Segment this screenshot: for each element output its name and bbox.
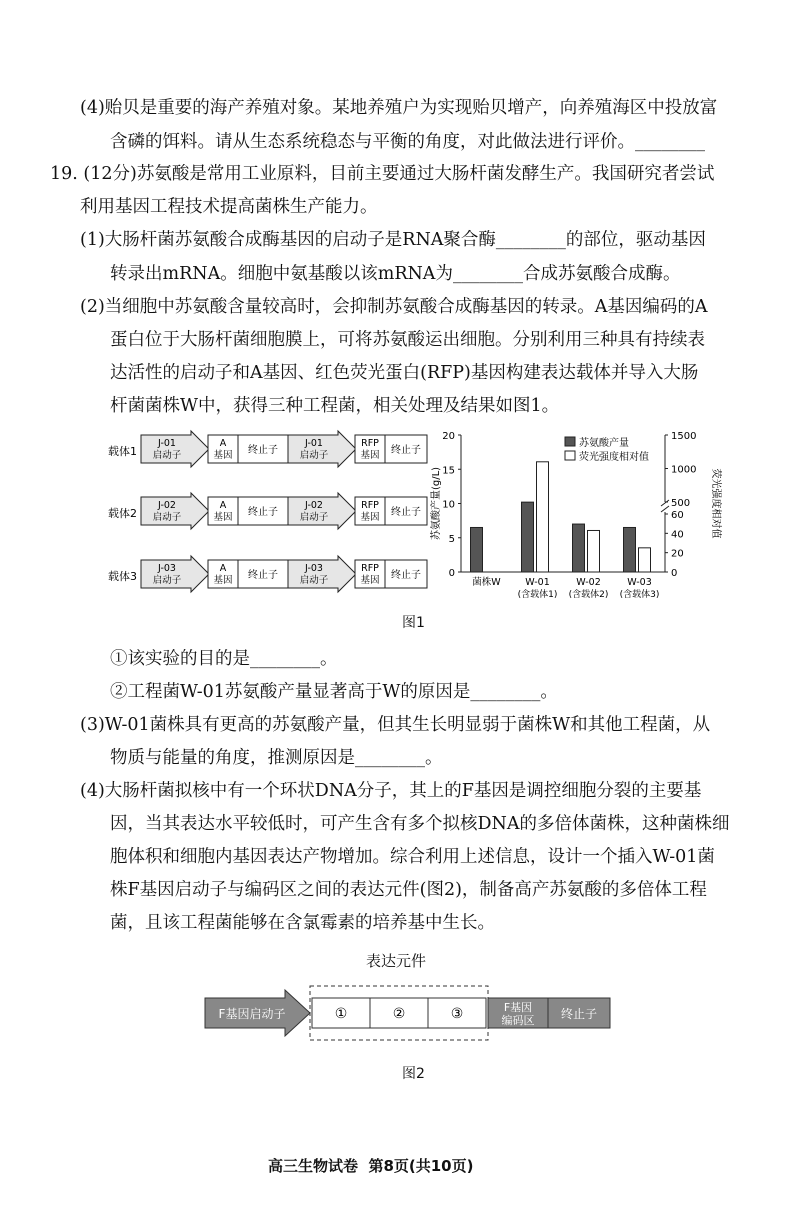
category-label: W-03 [627,577,652,588]
q18-4-line2: 含磷的饵料。请从生态系统稳态与平衡的角度，对此做法进行评价。________ [110,132,705,152]
vector-diagram [108,425,428,615]
gene-rfp-label: 基因 [360,450,380,461]
gene-a-label: 基因 [213,450,233,461]
q19-stem-line1: 19. (12分)苏氨酸是常用工业原料，目前主要通过大肠杆菌发酵生产。我国研究者尝试 [50,164,715,184]
f-coding-name: F基因 [503,1001,533,1014]
left-tick-label: 5 [448,533,455,545]
gene-rfp-label: 基因 [360,575,380,586]
category-label: W-01 [525,577,550,588]
q19-1-line2: 转录出mRNA。细胞中氨基酸以该mRNA为________合成苏氨酸合成酶。 [110,264,681,284]
promoter1-arrow [141,556,209,592]
bar-fluorescence-3 [639,548,651,572]
promoter2-name: J-01 [305,438,323,449]
q18-4-line1: (4)贻贝是重要的海产养殖对象。某地养殖户为实现贻贝增产，向养殖海区中投放富 [80,98,718,118]
q19-2-sub1: ①该实验的目的是________。 [110,649,338,669]
promoter1-name: J-02 [158,500,176,511]
q19-2-line1: (2)当细胞中苏氨酸含量较高时，会抑制苏氨酸合成酶基因的转录。A基因编码的A [80,297,708,317]
figure2-title: 表达元件 [366,952,427,970]
legend-swatch-1 [565,451,575,460]
left-tick-label: 0 [448,568,455,579]
figure2-caption: 图2 [402,1066,425,1082]
terminator1-label: 终止子 [248,570,278,581]
category-sublabel: (含载体3) [619,590,660,600]
gene-a-name: A [219,563,227,574]
right-axis-label: 荧光强度相对值 [710,468,721,539]
promoter2-label: 启动子 [299,450,329,461]
promoter1-label: 启动子 [152,450,182,461]
gene-rfp-label: 基因 [360,512,380,523]
left-axis-label: 苏氨酸产量(g/L) [431,466,442,541]
right-tick-label: 60 [671,510,684,521]
legend-label-0: 苏氨酸产量 [579,438,629,449]
right-tick-label: 500 [671,498,691,509]
vector-row-1 [108,431,427,467]
q19-4-line2: 因，当其表达水平较低时，可产生含有多个拟核DNA的多倍体菌株，这种菌株细 [110,814,730,834]
terminator2-label: 终止子 [391,445,421,456]
f-terminator-label: 终止子 [560,1007,598,1021]
q19-4-line4: 株F基因启动子与编码区之间的表达元件(图2)，制备高产苏氨酸的多倍体工程 [110,880,707,900]
promoter2-label: 启动子 [299,512,329,523]
f-coding-label: 编码区 [501,1014,535,1027]
promoter1-arrow [141,431,209,467]
page-footer: 高三生物试卷 第8页(共10页) [268,1157,474,1175]
category-label: 菌株W [472,577,501,588]
bar-threonine-1 [522,502,534,572]
promoter2-name: J-02 [305,500,323,511]
q19-2-sub2: ②工程菌W-01苏氨酸产量显著高于W的原因是________。 [110,682,558,702]
slot-label-2: ② [392,1006,406,1022]
promoter2-label: 启动子 [299,575,329,586]
category-sublabel: (含载体2) [568,590,609,600]
vector-label: 载体1 [108,445,137,458]
right-tick-label: 1500 [671,431,697,442]
q19-3-line1: (3)W-01菌株具有更高的苏氨酸产量，但其生长明显弱于菌株W和其他工程菌，从 [80,715,711,735]
bar-fluorescence-2 [588,530,600,572]
q19-1-line1: (1)大肠杆菌苏氨酸合成酶基因的启动子是RNA聚合酶________的部位，驱动基因 [80,230,706,250]
terminator1-label: 终止子 [248,445,278,456]
bar-threonine-0 [471,527,483,572]
gene-rfp-name: RFP [361,500,379,511]
promoter1-name: J-01 [158,438,176,449]
promoter1-arrow [141,493,209,529]
figure1-vectors [108,425,428,615]
gene-a-label: 基因 [213,512,233,523]
left-tick-label: 15 [442,465,455,477]
figure2-diagram [200,978,620,1053]
legend-label-1: 荧光强度相对值 [579,452,649,463]
bar-fluorescence-1 [537,462,549,572]
q19-4-line3: 胞体积和细胞内基因表达产物增加。综合利用上述信息，设计一个插入W-01菌 [110,847,715,867]
bar-chart [425,425,725,620]
expression-element-diagram [200,978,620,1053]
category-sublabel: (含载体1) [517,590,558,600]
bar-threonine-2 [573,524,585,572]
gene-a-label: 基因 [213,575,233,586]
q19-2-line2: 蛋白位于大肠杆菌细胞膜上，可将苏氨酸运出细胞。分别利用三种具有持续表 [110,330,705,350]
q19-2-line3: 达活性的启动子和A基因、红色荧光蛋白(RFP)基因构建表达载体并导入大肠 [110,363,699,383]
right-tick-label: 1000 [671,464,697,476]
promoter2-arrow [288,556,356,592]
terminator2-label: 终止子 [391,507,421,518]
right-tick-label: 40 [671,529,684,541]
f-promoter-label: F基因启动子 [218,1007,286,1021]
promoter1-label: 启动子 [152,512,182,523]
terminator1-label: 终止子 [248,507,278,518]
right-tick-label: 0 [671,568,678,579]
gene-rfp-name: RFP [361,438,379,449]
promoter2-arrow [288,493,356,529]
promoter1-label: 启动子 [152,575,182,586]
vector-label: 载体3 [108,570,137,583]
category-label: W-02 [576,577,601,588]
q19-2-line4: 杆菌菌株W中，获得三种工程菌，相关处理及结果如图1。 [110,396,560,416]
q19-4-line1: (4)大肠杆菌拟核中有一个环状DNA分子，其上的F基因是调控细胞分裂的主要基 [80,781,702,801]
promoter1-name: J-03 [158,563,176,574]
q19-stem-line2: 利用基因工程技术提高菌株生产能力。 [80,197,378,217]
gene-a-name: A [219,500,227,511]
q19-3-line2: 物质与能量的角度，推测原因是________。 [110,748,443,768]
figure1-caption: 图1 [402,615,425,631]
slot-label-3: ③ [450,1006,464,1022]
right-tick-label: 20 [671,548,684,560]
bar-threonine-3 [624,527,636,572]
left-tick-label: 20 [442,431,455,442]
legend-swatch-0 [565,437,575,446]
gene-a-name: A [219,438,227,449]
gene-rfp-name: RFP [361,563,379,574]
terminator2-label: 终止子 [391,570,421,581]
figure1-chart [425,425,725,620]
left-tick-label: 10 [442,499,455,511]
vector-row-2 [108,493,427,529]
promoter2-arrow [288,431,356,467]
slot-label-1: ① [334,1006,348,1022]
q19-4-line5: 菌，且该工程菌能够在含氯霉素的培养基中生长。 [110,913,495,933]
vector-row-3 [108,556,427,592]
vector-label: 载体2 [108,507,137,520]
promoter2-name: J-03 [305,563,323,574]
